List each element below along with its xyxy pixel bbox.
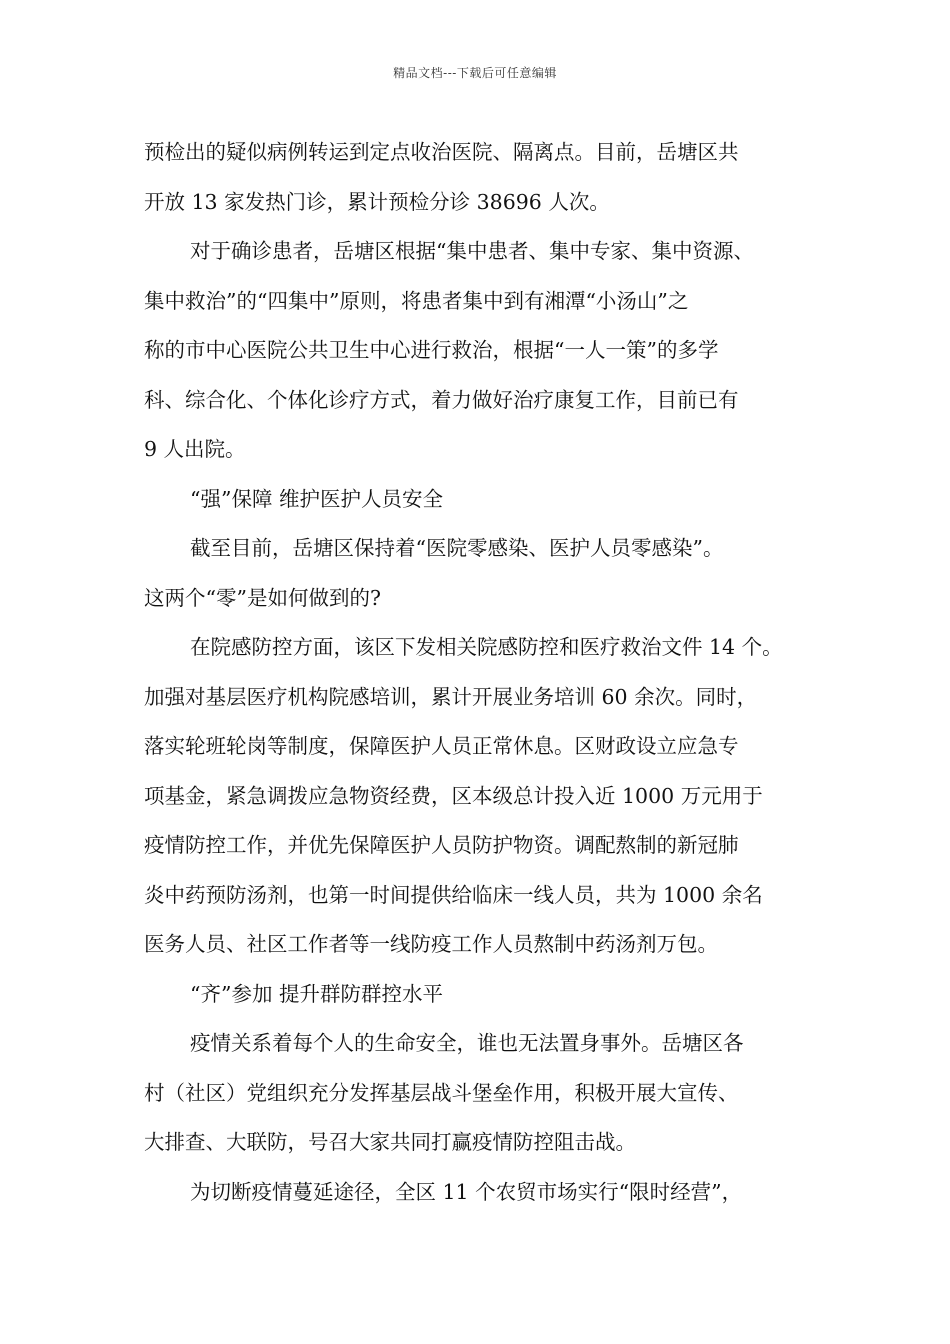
text-line: 炎中药预防汤剂，也第一时间提供给临床一线人员，共为 1000 余名 [144, 882, 763, 907]
document-body [144, 128, 824, 1217]
text-line: 医务人员、社区工作者等一线防疫工作人员熬制中药汤剂万包。 [144, 932, 718, 956]
text-line: “齐”参加 提升群防群控水平 [190, 981, 443, 1006]
text-line: 在院感防控方面，该区下发相关院感防控和医疗救治文件 14 个。 [190, 635, 783, 659]
text-line: 村（社区）党组织充分发挥基层战斗堡垒作用，积极开展大宣传、 [144, 1080, 739, 1105]
text-line: 这两个“零”是如何做到的? [144, 585, 381, 610]
text-line: 项基金，紧急调拨应急物资经费，区本级总计投入近 1000 万元用于 [144, 783, 763, 808]
text-line: 集中救治”的“四集中”原则，将患者集中到有湘潭“小汤山”之 [144, 288, 689, 313]
text-line: 科、综合化、个体化诊疗方式，着力做好治疗康复工作，目前已有 [144, 387, 739, 412]
text-line: 落实轮班轮岗等制度，保障医护人员正常休息。区财政设立应急专 [144, 734, 739, 758]
text-line: 开放 13 家发热门诊，累计预检分诊 38696 人次。 [144, 189, 610, 214]
text-line: 对于确诊患者，岳塘区根据“集中患者、集中专家、集中资源、 [190, 239, 754, 263]
page-header: 精品文档---下载后可任意编辑 [393, 66, 557, 80]
text-line: 截至目前，岳塘区保持着“医院零感染、医护人员零感染”。 [190, 536, 724, 560]
text-line: 9 人出院。 [144, 437, 246, 461]
text-line: 疫情防控工作，并优先保障医护人员防护物资。调配熬制的新冠肺 [144, 833, 739, 857]
text-line: “强”保障 维护医护人员安全 [190, 486, 443, 511]
text-line: 加强对基层医疗机构院感培训，累计开展业务培训 60 余次。同时， [144, 684, 758, 709]
text-line: 大排查、大联防，号召大家共同打赢疫情防控阻击战。 [144, 1130, 636, 1154]
text-line: 为切断疫情蔓延途径，全区 11 个农贸市场实行“限时经营”， [190, 1179, 743, 1204]
text-line: 疫情关系着每个人的生命安全，谁也无法置身事外。岳塘区各 [190, 1031, 744, 1055]
text-line: 称的市中心医院公共卫生中心进行救治，根据“一人一策”的多学 [144, 338, 719, 362]
text-line: 预检出的疑似病例转运到定点收治医院、隔离点。目前，岳塘区共 [144, 140, 739, 164]
